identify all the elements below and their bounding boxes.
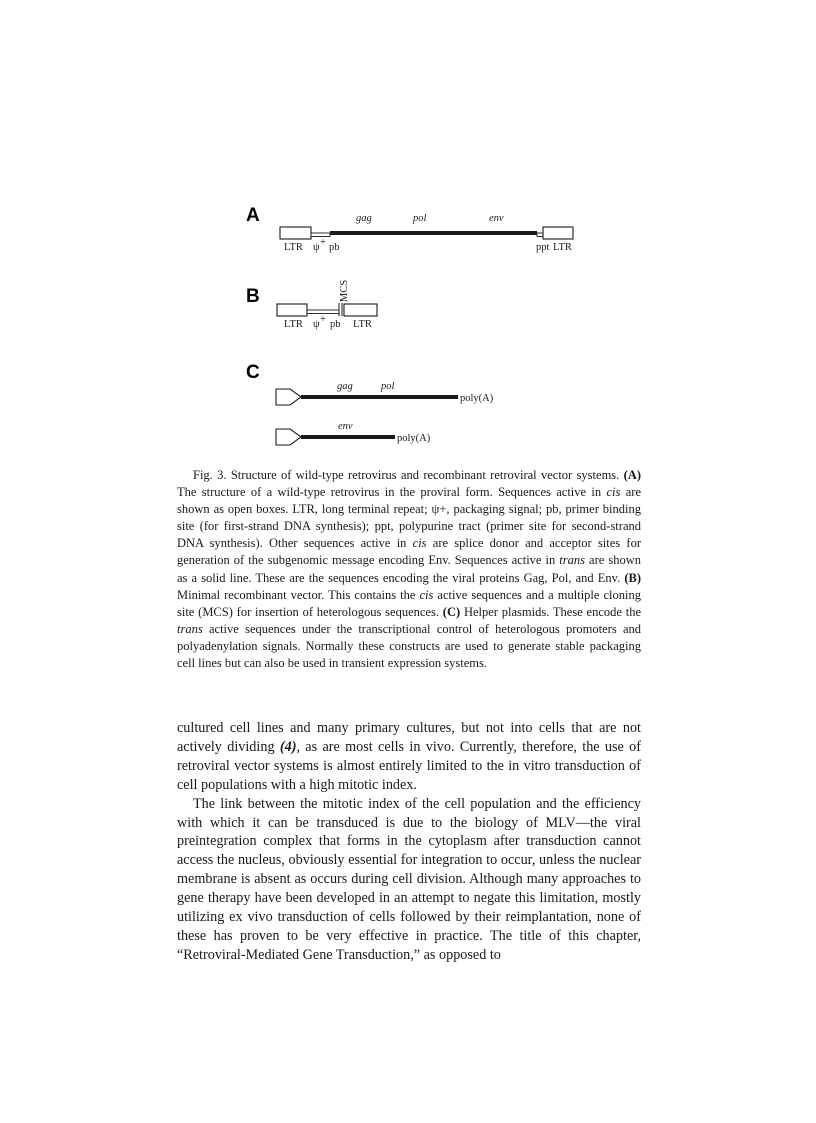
caption-a-text-1: The structure of a wild-type retrovirus in the proviral form. Sequences active in bbox=[177, 485, 607, 500]
polya-label-1: poly(A) bbox=[460, 393, 494, 404]
caption-a-text-4: are shown as a solid line. These are the sequences encoding the viral proteins Gag, Pol, and Env. bbox=[177, 553, 642, 585]
ltr-label-right: LTR bbox=[553, 242, 572, 253]
promoter-arrow-2 bbox=[276, 429, 301, 445]
caption-a-label: (A) bbox=[623, 468, 641, 482]
cis-term-2: cis bbox=[412, 536, 427, 551]
trans-coding-line bbox=[330, 231, 537, 235]
citation-ref: (4) bbox=[279, 738, 297, 755]
gag-label-c: gag bbox=[337, 381, 353, 392]
promoter-arrow-1 bbox=[276, 389, 301, 405]
psi-label: ψ bbox=[313, 242, 320, 253]
ltr-box-left-b bbox=[277, 304, 307, 316]
ltr-label-left: LTR bbox=[284, 242, 303, 253]
psi-pb-box bbox=[311, 233, 330, 237]
ltr-box-left bbox=[280, 227, 311, 239]
ltr-label-right-b: LTR bbox=[353, 319, 372, 330]
body-p1-text-a: cultured cell lines and many primary cultures, but not into cells that are not actively dividing bbox=[177, 720, 641, 755]
ltr-box-right-b bbox=[344, 304, 377, 316]
gag-pol-line bbox=[301, 395, 458, 399]
caption-a-text-3: are splice donor and acceptor sites for generation of the subgenomic message encoding Env. Sequences active in bbox=[177, 536, 641, 568]
panel-a bbox=[246, 205, 573, 253]
ppt-box bbox=[537, 233, 543, 237]
panel-c bbox=[246, 362, 494, 445]
caption-c-label: (C) bbox=[442, 604, 461, 619]
psi-plus-label: + bbox=[320, 237, 326, 248]
psi-label-b: ψ bbox=[313, 319, 320, 330]
pb-label-b: pb bbox=[330, 319, 341, 330]
caption-title: Structure of wild-type retrovirus and recombinant retroviral vector systems. bbox=[226, 468, 620, 482]
body-text bbox=[177, 719, 641, 965]
caption-c-text-2: active sequences under the transcriptional control of heterologous promoters and polyadenylation signals. Normally these constructs are used to generate stable packaging cell lines but can also be used in transient expression systems. bbox=[177, 621, 641, 671]
psi-plus-label-b: + bbox=[320, 314, 326, 325]
caption-paragraph bbox=[177, 467, 641, 672]
caption-b-text-1: Minimal recombinant vector. This contains the bbox=[177, 587, 420, 602]
ltr-label-left-b: LTR bbox=[284, 319, 303, 330]
ppt-label: ppt bbox=[536, 242, 550, 253]
mcs-label: MCS bbox=[339, 279, 350, 302]
body-p1-text-b: , as are most cells in vivo. Currently, therefore, the use of retroviral vector systems is almost entirely limited to the in vitro transduction of cell populations with a high mitotic index. bbox=[177, 738, 641, 793]
pol-label-c: pol bbox=[381, 381, 395, 392]
body-paragraph-1 bbox=[177, 719, 641, 795]
pb-label: pb bbox=[329, 242, 340, 253]
gag-label: gag bbox=[356, 213, 372, 224]
trans-term-2: trans bbox=[177, 621, 203, 636]
figure-caption bbox=[177, 467, 641, 672]
cis-term-1: cis bbox=[606, 485, 621, 500]
caption-a-text-2: are shown as open boxes. LTR, long terminal repeat; ψ+, packaging signal; pb, primer binding site (for first-strand DNA synthesis); ppt, polypurine tract (primer site for second-strand DNA synthesis). Other sequences active in bbox=[177, 485, 642, 551]
body-paragraph-2: The link between the mitotic index of the cell population and the efficiency with which it can be transduced is due to the biology of MLV—the viral preintegration complex that forms in the cytoplasm after transduction cannot access the nucleus, obviously essential for integration to occur, unless the nuclear membrane is absent as occurs during cell division. Although many approaches to gene therapy have been developed in an attempt to negate this limitation, mostly utilizing ex vivo transduction of cells followed by their reimplantation, none of these has proven to be very effective in practice. The title of this chapter, “Retroviral-Mediated Gene Transduction,” as opposed to bbox=[177, 795, 641, 963]
fig-label: Fig. 3. bbox=[193, 468, 227, 482]
env-label-c: env bbox=[338, 421, 353, 432]
caption-c-text-1: Helper plasmids. These encode the bbox=[460, 604, 641, 619]
trans-term-1: trans bbox=[559, 553, 585, 568]
figure-3-diagram bbox=[0, 0, 816, 470]
env-line bbox=[301, 435, 395, 439]
panel-b-letter: B bbox=[246, 286, 260, 307]
env-label: env bbox=[489, 213, 504, 224]
caption-b-text-2: active sequences and a multiple cloning site (MCS) for insertion of heterologous sequences. bbox=[177, 587, 641, 619]
panel-b bbox=[246, 280, 377, 330]
psi-pb-box-b bbox=[307, 310, 339, 314]
panel-c-letter: C bbox=[246, 362, 260, 383]
ltr-box-right bbox=[543, 227, 573, 239]
polya-label-2: poly(A) bbox=[397, 433, 431, 444]
panel-a-letter: A bbox=[246, 205, 260, 226]
caption-b-label: (B) bbox=[624, 570, 641, 585]
cis-term-3: cis bbox=[419, 587, 434, 602]
pol-label: pol bbox=[413, 213, 427, 224]
